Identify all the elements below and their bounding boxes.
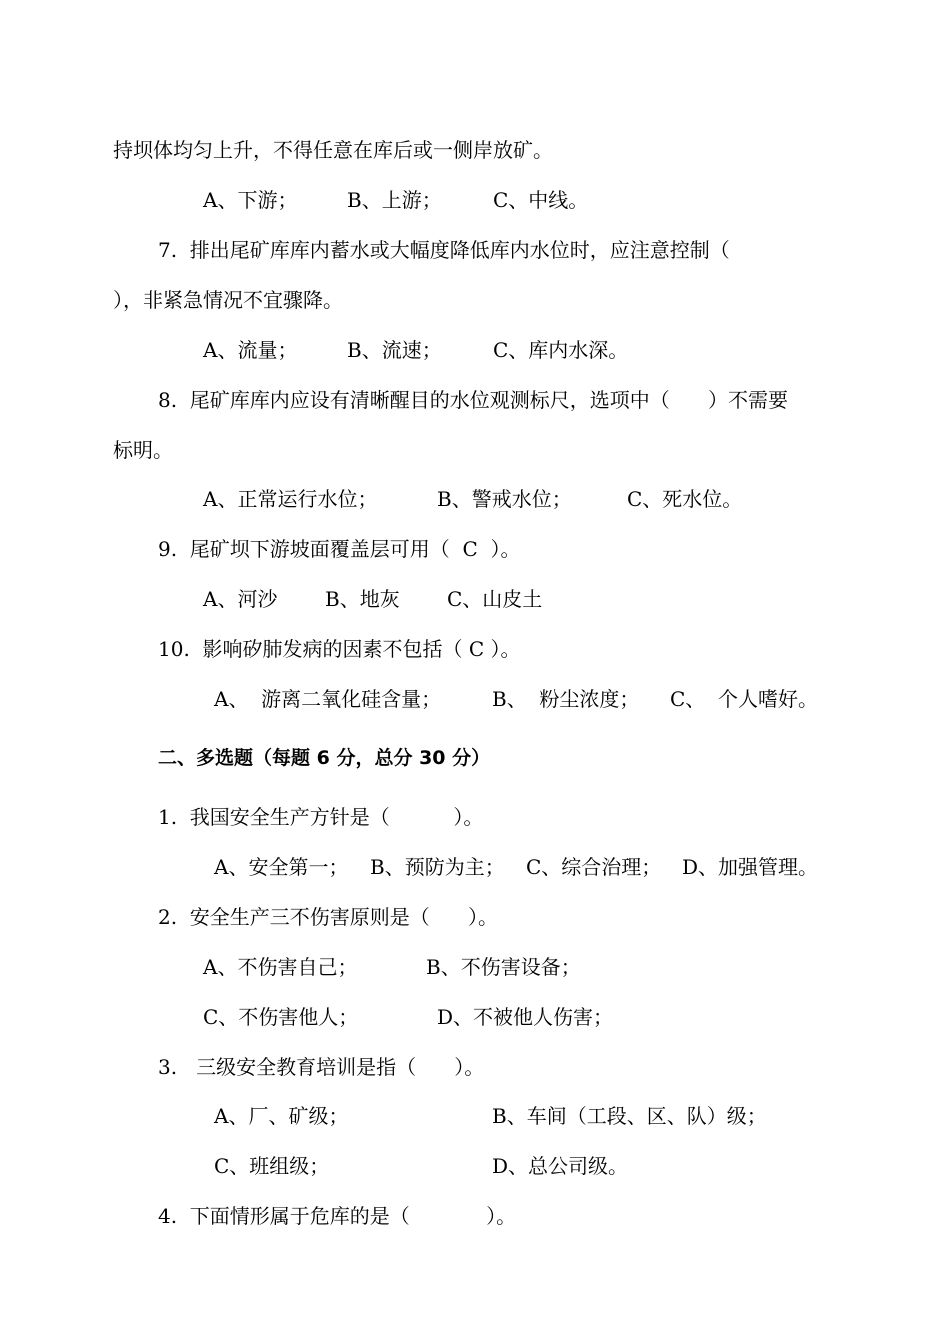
m2-option-a: A、不伤害自己； <box>203 955 358 979</box>
q8-option-c: C、死水位。 <box>627 487 743 511</box>
q10-option-b: B、 粉尘浓度； <box>492 687 640 711</box>
m2-option-c: C、不伤害他人； <box>203 1005 359 1029</box>
m1-option-b: B、预防为主； <box>370 855 505 879</box>
m4-text: 4. 下面情形属于危库的是（ ）。 <box>158 1204 517 1228</box>
m2-text: 2. 安全生产三不伤害原则是（ ）。 <box>158 905 498 929</box>
q10-option-a: A、 游离二氧化硅含量； <box>214 687 442 711</box>
q7-option-b: B、流速； <box>347 338 442 362</box>
m1-option-c: C、综合治理； <box>526 855 662 879</box>
q8-option-b: B、警戒水位； <box>437 487 572 511</box>
m3-option-a: A、厂、矿级； <box>214 1104 349 1128</box>
q7-option-a: A、流量； <box>203 338 298 362</box>
q9-option-a: A、河沙 <box>203 587 278 611</box>
q8-text-line2: 标明。 <box>113 438 173 462</box>
q8-option-a: A、正常运行水位； <box>203 487 378 511</box>
m3-option-d: D、总公司级。 <box>492 1154 629 1178</box>
q9-option-c: C、山皮土 <box>447 587 543 611</box>
section-title-multiple-choice: 二、多选题（每题 6 分，总分 30 分） <box>158 747 491 769</box>
q10-text: 10. 影响矽肺发病的因素不包括（ C ）。 <box>158 637 521 661</box>
q9-option-b: B、地灰 <box>325 587 400 611</box>
q7-text-line2: ），非紧急情况不宜骤降。 <box>113 288 343 312</box>
m1-option-d: D、加强管理。 <box>682 855 819 879</box>
m2-option-d: D、不被他人伤害； <box>437 1005 614 1029</box>
q8-text-line1: 8. 尾矿库库内应设有清晰醒目的水位观测标尺，选项中（ ）不需要 <box>158 388 788 412</box>
q6-option-b: B、上游； <box>347 188 442 212</box>
q7-text-line1: 7. 排出尾矿库库内蓄水或大幅度降低库内水位时，应注意控制（ <box>158 238 730 262</box>
m3-text: 3. 三级安全教育培训是指（ ）。 <box>158 1055 485 1079</box>
m1-option-a: A、安全第一； <box>214 855 349 879</box>
q10-option-c: C、 个人嗜好。 <box>670 687 819 711</box>
m2-option-b: B、不伤害设备； <box>426 955 581 979</box>
q9-text: 9. 尾矿坝下游坡面覆盖层可用（ C ）。 <box>158 537 521 561</box>
q6-option-c: C、中线。 <box>493 188 589 212</box>
q7-option-c: C、库内水深。 <box>493 338 629 362</box>
m1-text: 1. 我国安全生产方针是（ ）。 <box>158 805 484 829</box>
m3-option-b: B、车间（工段、区、队）级； <box>492 1104 767 1128</box>
m3-option-c: C、班组级； <box>214 1154 330 1178</box>
continuation-text: 持坝体均匀上升，不得任意在库后或一侧岸放矿。 <box>113 138 553 162</box>
q6-option-a: A、下游； <box>203 188 298 212</box>
